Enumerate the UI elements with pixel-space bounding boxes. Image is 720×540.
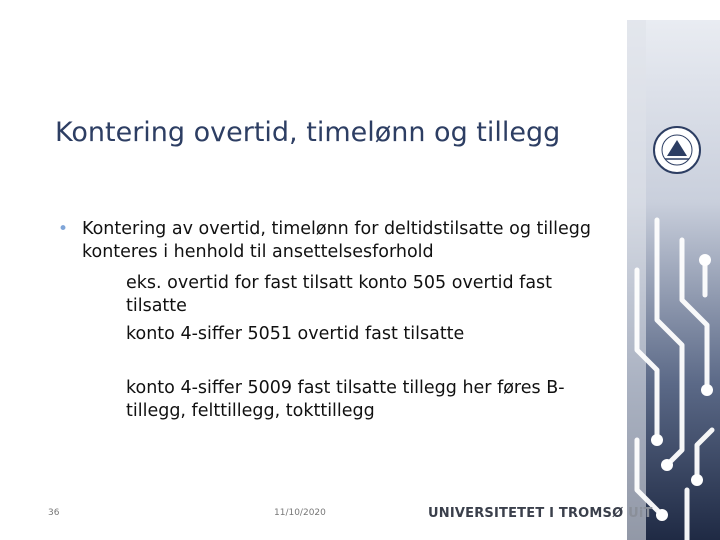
- page-number: 36: [48, 508, 60, 518]
- sub-line-3: konto 4-siffer 5009 fast tilsatte tillegg her føres B-tillegg, felttillegg, tokttillegg: [126, 378, 565, 421]
- bullet-text: Kontering av overtid, timelønn for deltidstilsatte og tillegg konteres i henhold til ansettelsesforhold: [82, 219, 591, 262]
- slide-date: 11/10/2020: [274, 508, 326, 518]
- university-seal-icon: [654, 127, 700, 173]
- logo-text: UNIVERSITETET I TROMSØ: [428, 506, 624, 521]
- logo-uit: UiT: [628, 506, 653, 521]
- bullet-item: [58, 218, 618, 264]
- slide-title: Kontering overtid, timelønn og tillegg: [55, 117, 561, 148]
- university-logo: [428, 506, 653, 521]
- decorative-side-panel: [627, 20, 720, 540]
- bullet-icon: •: [58, 219, 69, 239]
- sub-line-2: konto 4-siffer 5051 overtid fast tilsatte: [126, 324, 465, 344]
- sub-line-1: eks. overtid for fast tilsatt konto 505 overtid fast tilsatte: [126, 273, 553, 316]
